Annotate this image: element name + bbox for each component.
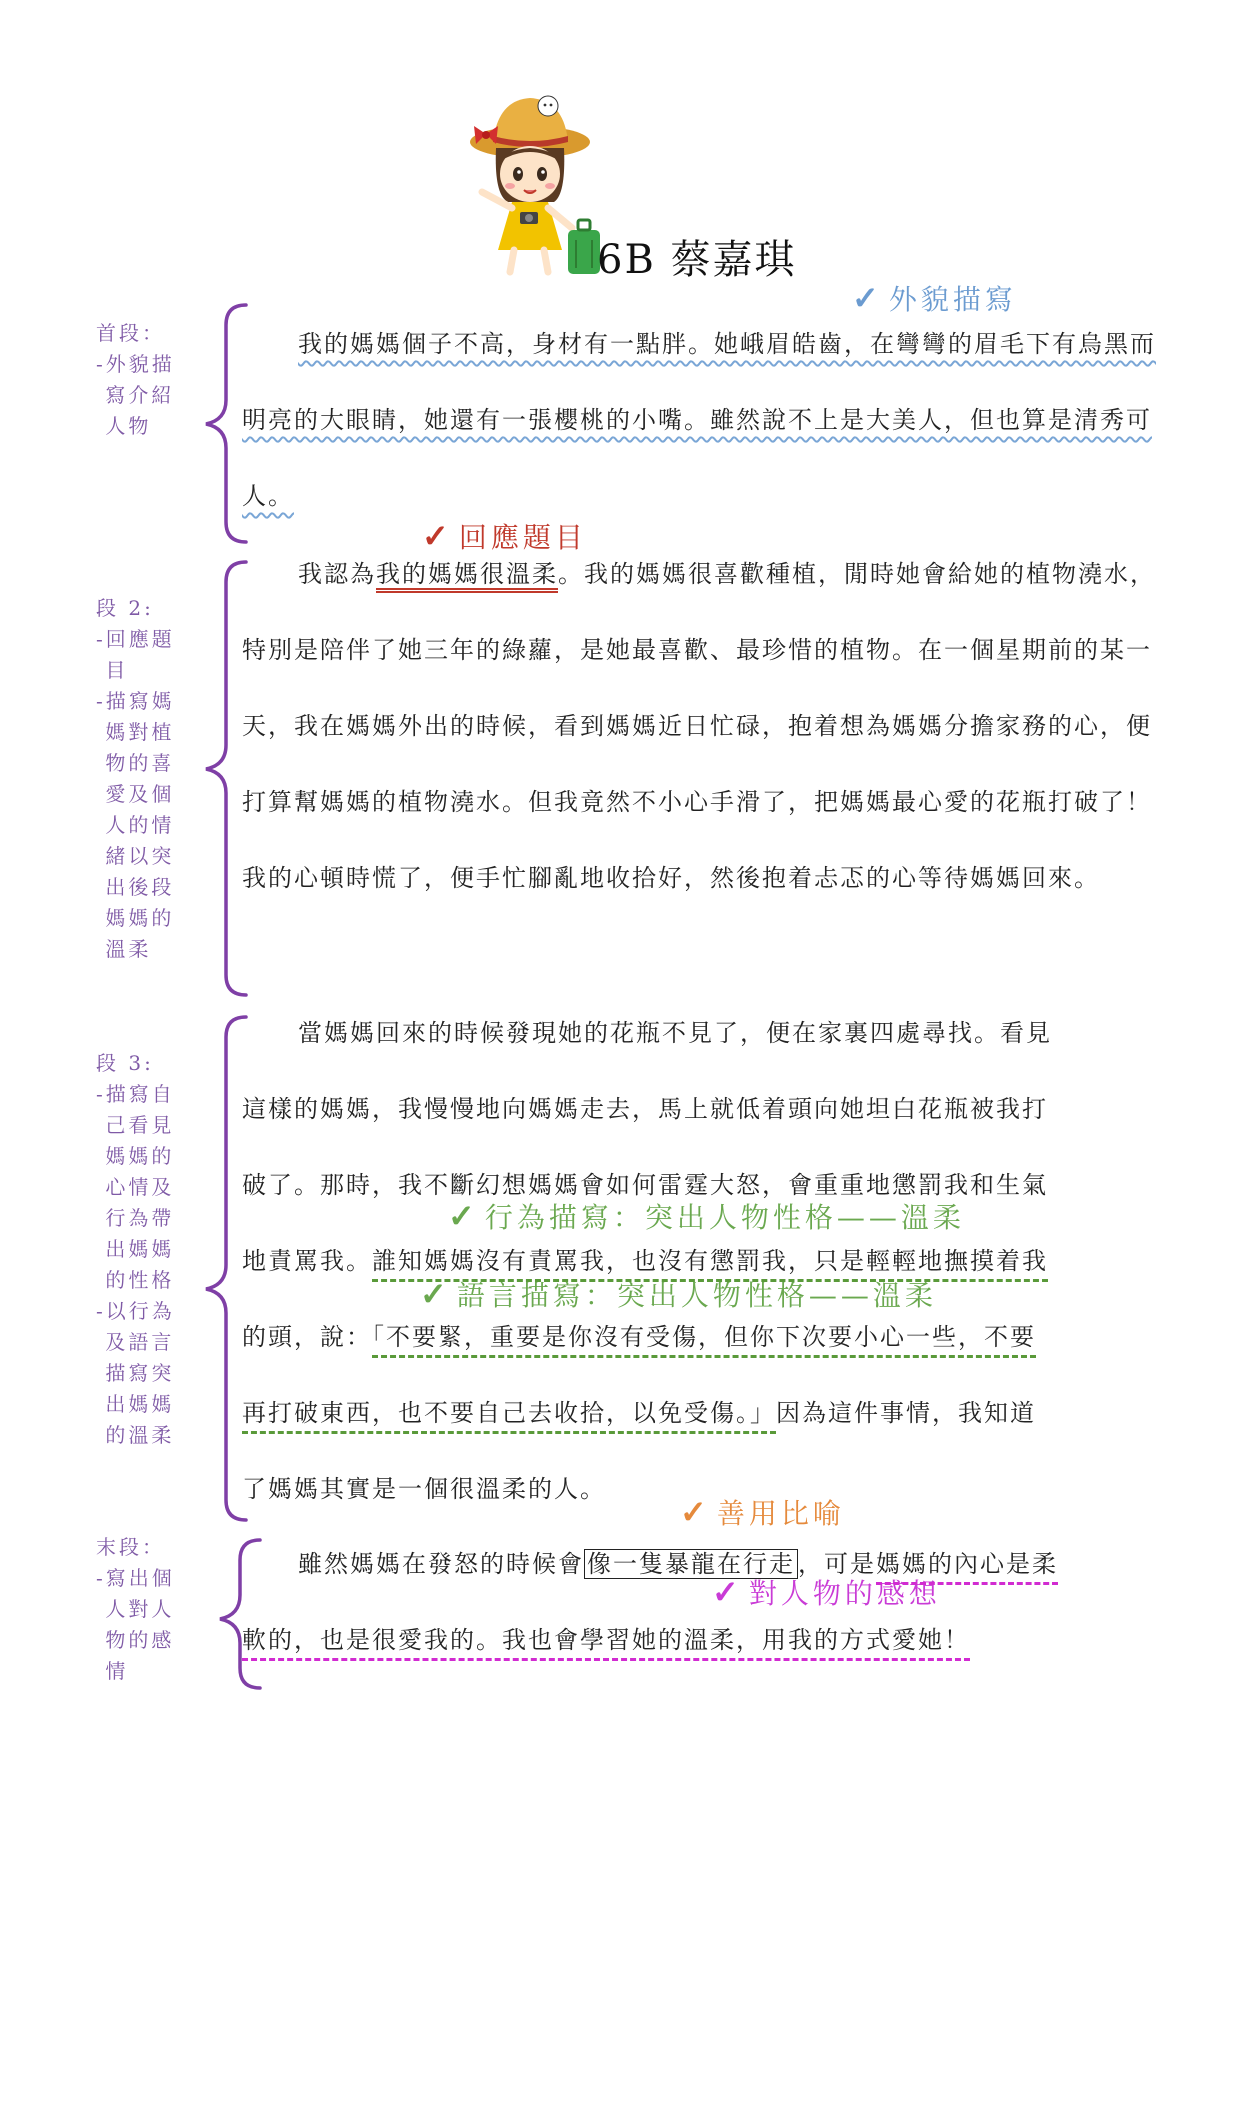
side-note-paragraph-2: 段 2: -回應題 目 -描寫媽 媽對植 物的喜 愛及個 人的情 緒以突 出後段 媽媽的 溫柔	[96, 596, 175, 961]
annotation-respond-topic: ✓ 回應題目	[422, 517, 587, 555]
topic-statement: 我的媽媽很溫柔	[376, 560, 558, 588]
annotation-appearance: ✓ 外貌描寫	[852, 279, 1017, 317]
annotation-speech: ✓ 語言描寫：突出人物性格——溫柔	[420, 1275, 937, 1313]
side-note-last-paragraph: 末段： -寫出個 人對人 物的感 情	[96, 1535, 175, 1683]
annotation-behaviour: ✓ 行為描寫：突出人物性格——溫柔	[448, 1197, 965, 1235]
behaviour-description: 誰知媽媽沒有責罵我，也沒有懲罰我，只是輕輕地撫摸着我	[372, 1247, 1048, 1275]
check-icon: ✓	[852, 279, 883, 317]
bracket-icon	[206, 562, 246, 995]
annotation-feeling: ✓ 對人物的感想	[712, 1573, 941, 1611]
mascot-girl-illustration	[468, 90, 608, 280]
check-icon: ✓	[712, 1573, 743, 1611]
annotation-metaphor: ✓ 善用比喻	[680, 1493, 845, 1531]
metaphor-phrase: 像一隻暴龍在行走	[584, 1549, 798, 1579]
paragraph-1	[242, 306, 1157, 534]
side-note-first-paragraph: 首段： -外貌描 寫介紹 人物	[96, 321, 175, 438]
check-icon: ✓	[420, 1275, 451, 1313]
check-icon: ✓	[422, 517, 453, 555]
speech-description-end: 再打破東西，也不要自己去收拾，以免受傷。」	[242, 1399, 776, 1427]
bracket-icon	[206, 1017, 246, 1520]
appearance-description: 我的媽媽個子不高，身材有一點胖。她峨眉皓齒，在彎彎的眉毛下有烏黑而明亮的大眼睛，她還有一張櫻桃的小嘴。雖然說不上是大美人，但也算是清秀可人。	[242, 330, 1156, 510]
paragraph-3: 當媽媽回來的時候發現她的花瓶不見了，便在家裏四處尋找。看見 這樣的媽媽，我慢慢地向媽媽走去，馬上就低着頭向她坦白花瓶被我打 破了。那時，我不斷幻想媽媽會如何雷霆大怒，會重重地懲罰我和生氣 地責罵我。誰知媽媽沒有責罵我，也沒有懲罰我，只是輕輕地撫摸着我 的頭，說：「不要緊，重要是你沒有受傷，但你下次要小心一些，不要 再打破東西，也不要自己去收拾，以免受傷。」因為這件事情，我知道 了媽媽其實是一個很溫柔的人。	[242, 1019, 1052, 1503]
page-title: 6B 蔡嘉琪	[597, 237, 797, 283]
speech-description: 「不要緊，重要是你沒有受傷，但你下次要小心一些，不要	[372, 1323, 1036, 1351]
check-icon: ✓	[448, 1197, 479, 1235]
side-note-paragraph-3: 段 3: -描寫自 己看見 媽媽的 心情及 行為帶 出媽媽 的性格 -以行為 及語言 描寫突 出媽媽 的溫柔	[96, 1051, 175, 1447]
bracket-icon	[206, 305, 246, 542]
paragraph-4: 雖然媽媽在發怒的時候會 像一隻暴龍在行走 ，可是媽媽的內心是柔 軟的，也是很愛我的。我也會學習她的溫柔，用我的方式愛她！	[242, 1550, 1058, 1654]
paragraph-2: 我認為我的媽媽很溫柔。我的媽媽很喜歡種植，閒時她會給她的植物澆水，特別是陪伴了她三年的綠蘿，是她最喜歡、最珍惜的植物。在一個星期前的某一天，我在媽媽外出的時候，看到媽媽近日忙碌，抱着想為媽媽分擔家務的心，便打算幫媽媽的植物澆水。但我竟然不小心手滑了，把媽媽最心愛的花瓶打破了！我的心頓時慌了，便手忙腳亂地收拾好，然後抱着忐忑的心等待媽媽回來。	[242, 560, 1156, 892]
feeling-text-end: 軟的，也是很愛我的。我也會學習她的溫柔，用我的方式愛她！	[242, 1626, 970, 1654]
check-icon: ✓	[680, 1493, 711, 1531]
feeling-text: 媽媽的內心是柔	[876, 1550, 1058, 1578]
